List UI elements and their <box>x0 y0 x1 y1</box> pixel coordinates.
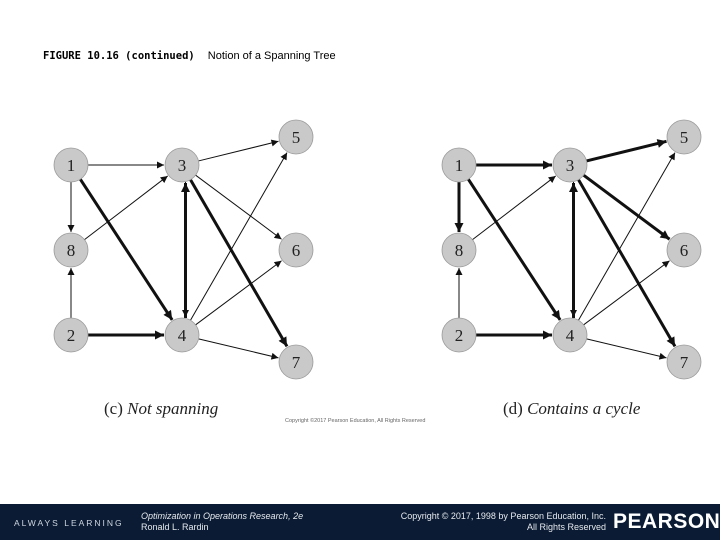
edge-3-to-5 <box>199 141 279 161</box>
footer-bar <box>0 504 720 540</box>
node-label-1: 1 <box>66 156 76 175</box>
node-label-8: 8 <box>66 241 76 260</box>
edge-1-to-4 <box>468 179 560 320</box>
node-label-2: 2 <box>66 326 76 345</box>
caption-d <box>503 399 640 419</box>
book-title: Optimization in Operations Research, 2e <box>141 511 304 521</box>
node-label-8: 8 <box>454 241 464 260</box>
edge-3-to-7 <box>191 180 287 347</box>
node-label-7: 7 <box>291 353 301 372</box>
node-label-2: 2 <box>454 326 464 345</box>
edge-3-to-5 <box>587 141 667 161</box>
caption-c-letter: (c) <box>104 399 123 418</box>
footer-copyright <box>368 511 606 533</box>
node-label-1: 1 <box>454 156 464 175</box>
node-label-4: 4 <box>177 326 187 345</box>
edge-4-to-5 <box>578 153 675 321</box>
node-label-6: 6 <box>679 241 689 260</box>
caption-c <box>104 399 218 419</box>
caption-c-text: Not spanning <box>127 399 219 418</box>
node-label-3: 3 <box>177 156 187 175</box>
graph-c-not-spanning <box>54 120 313 379</box>
node-label-5: 5 <box>679 128 689 147</box>
copyright-line-2: All Rights Reserved <box>526 522 606 532</box>
edge-4-to-7 <box>199 339 279 358</box>
pearson-logo: PEARSON <box>613 510 720 533</box>
book-info <box>141 511 303 533</box>
node-label-5: 5 <box>291 128 301 147</box>
node-label-4: 4 <box>565 326 575 345</box>
edge-4-to-7 <box>587 339 667 358</box>
caption-d-letter: (d) <box>503 399 523 418</box>
figure-title: Notion of a Spanning Tree <box>207 50 336 62</box>
always-learning-tagline: ALWAYS LEARNING <box>14 518 124 528</box>
edge-4-to-5 <box>190 153 287 321</box>
edge-3-to-7 <box>579 180 675 347</box>
book-author: Ronald L. Rardin <box>141 522 209 532</box>
node-label-6: 6 <box>291 241 301 260</box>
edge-8-to-3 <box>472 176 555 240</box>
graph-d-contains-a-cycle <box>442 120 701 379</box>
image-copyright: Copyright ©2017 Pearson Education, All Rights Reserved <box>285 418 426 424</box>
figure-label: FIGURE 10.16 (continued) <box>43 50 195 62</box>
node-label-3: 3 <box>565 156 575 175</box>
edge-8-to-3 <box>84 176 167 240</box>
edge-1-to-4 <box>80 179 172 320</box>
caption-d-text: Contains a cycle <box>527 399 641 418</box>
node-label-7: 7 <box>679 353 689 372</box>
copyright-line-1: Copyright © 2017, 1998 by Pearson Education, Inc. <box>400 511 606 521</box>
